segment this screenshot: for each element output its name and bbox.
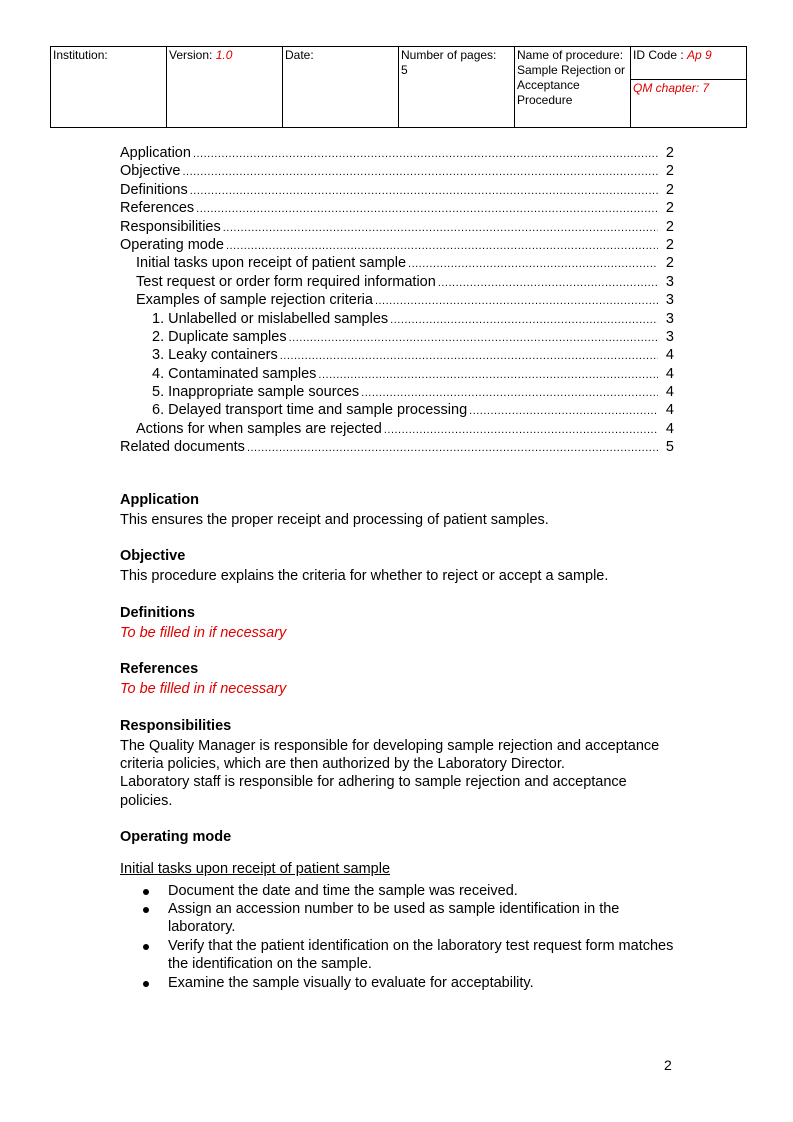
procedure-cell (515, 47, 631, 128)
toc-entry-title: Operating mode (120, 236, 224, 253)
list-item (120, 882, 680, 900)
document-header-table (50, 46, 747, 128)
toc-entry[interactable] (120, 420, 674, 438)
list-item (120, 900, 680, 937)
toc-entry-page: 3 (665, 292, 674, 309)
institution-cell (51, 47, 167, 128)
bullet-icon (143, 981, 149, 987)
pages-value: 5 (401, 63, 408, 77)
toc-entry-page: 2 (665, 218, 674, 235)
toc-entry-title: 6. Delayed transport time and sample processing (152, 402, 468, 419)
toc-leader-dots (438, 274, 658, 292)
list-item (120, 937, 680, 974)
initial-tasks-list (120, 882, 680, 992)
toc-entry-title: 5. Inappropriate sample sources (152, 384, 360, 401)
toc-entry-title: Objective (120, 163, 181, 180)
qm-chapter: QM chapter: 7 (633, 81, 710, 95)
toc-entry-page: 4 (665, 347, 674, 364)
toc-entry-title: 2. Duplicate samples (152, 328, 287, 345)
toc-entry-title: Related documents (120, 439, 245, 456)
toc-entry-page: 4 (665, 365, 674, 382)
list-item-text: Examine the sample visually to evaluate for acceptability. (168, 974, 534, 991)
section-heading-responsibilities: Responsibilities (120, 717, 232, 734)
definitions-placeholder-text: To be filled in if necessary (120, 624, 287, 641)
bullet-icon (143, 889, 149, 895)
toc-leader-dots (193, 145, 658, 163)
toc-leader-dots (223, 219, 658, 237)
toc-leader-dots (182, 163, 658, 181)
toc-entry-page: 2 (665, 236, 674, 253)
section-heading-definitions: Definitions (120, 604, 195, 621)
toc-entry[interactable] (120, 383, 674, 401)
toc-entry-title: 3. Leaky containers (152, 347, 278, 364)
bullet-icon (143, 907, 149, 913)
references-placeholder-text: To be filled in if necessary (120, 681, 287, 698)
toc-entry-title: 4. Contaminated samples (152, 365, 317, 382)
toc-entry[interactable] (120, 328, 674, 346)
toc-leader-dots (318, 366, 658, 384)
procedure-name: Sample Rejection or Acceptance Procedure (517, 63, 626, 107)
responsibilities-text-2: Laboratory staff is responsible for adhering to sample rejection and acceptance policies. (120, 774, 627, 809)
toc-entry-page: 2 (665, 181, 674, 198)
toc-entry[interactable] (120, 254, 674, 272)
toc-entry[interactable] (120, 273, 674, 291)
toc-leader-dots (469, 402, 658, 420)
date-label: Date: (285, 48, 314, 62)
toc-entry-page: 4 (665, 402, 674, 419)
subheading-initial-tasks: Initial tasks upon receipt of patient sample (120, 861, 391, 878)
toc-entry-page: 3 (665, 310, 674, 327)
version-value: 1.0 (215, 48, 233, 62)
list-item-text: Document the date and time the sample was received. (168, 882, 518, 899)
toc-entry-page: 2 (665, 200, 674, 217)
toc-leader-dots (190, 182, 658, 200)
document-body (120, 489, 680, 992)
pages-label: Number of pages: (401, 48, 497, 62)
date-cell (283, 47, 399, 128)
toc-entry-page: 3 (665, 328, 674, 345)
list-item-text: Assign an accession number to be used as sample identification in the laboratory. (168, 901, 620, 936)
objective-text: This procedure explains the criteria for whether to reject or accept a sample. (120, 568, 609, 585)
procedure-label: Name of procedure: (517, 48, 624, 62)
toc-entry[interactable] (120, 291, 674, 309)
toc-entry-title: Application (120, 145, 191, 161)
id-code-cell (631, 47, 747, 80)
toc-leader-dots (375, 292, 658, 310)
toc-entry-title: Test request or order form required information (136, 273, 436, 290)
toc-leader-dots (361, 384, 658, 402)
pages-cell (399, 47, 515, 128)
responsibilities-text-1: The Quality Manager is responsible for developing sample rejection and acceptance criteria policies, which are then authorized by the Laboratory Director. (120, 737, 660, 773)
toc-leader-dots (247, 439, 658, 457)
toc-entry-page: 5 (665, 439, 674, 456)
page-number: 2 (664, 1057, 672, 1073)
toc-entry-page: 4 (665, 420, 674, 437)
bullet-icon (143, 944, 149, 950)
toc-entry[interactable] (120, 346, 674, 364)
toc-leader-dots (384, 421, 658, 439)
toc-entry-title: 1. Unlabelled or mislabelled samples (152, 310, 389, 327)
toc-entry-title: Responsibilities (120, 218, 221, 235)
toc-leader-dots (226, 237, 658, 255)
toc-entry[interactable] (120, 162, 674, 180)
table-of-contents (120, 144, 674, 457)
toc-entry-page: 4 (665, 384, 674, 401)
toc-entry[interactable] (120, 401, 674, 419)
toc-entry[interactable] (120, 438, 674, 456)
toc-entry-title: Examples of sample rejection criteria (136, 292, 373, 309)
toc-entry-page: 2 (665, 145, 674, 161)
section-heading-operating-mode: Operating mode (120, 829, 232, 846)
id-code-value: Ap 9 (687, 48, 712, 62)
toc-entry-title: Actions for when samples are rejected (136, 420, 382, 437)
section-heading-references: References (120, 661, 199, 678)
qm-chapter-cell (631, 80, 747, 128)
toc-entry-title: Initial tasks upon receipt of patient sample (136, 255, 407, 272)
section-heading-application: Application (120, 492, 199, 508)
institution-label: Institution: (53, 48, 108, 62)
list-item (120, 974, 680, 992)
toc-leader-dots (390, 311, 658, 329)
toc-leader-dots (289, 329, 658, 347)
toc-entry[interactable] (120, 310, 674, 328)
application-text: This ensures the proper receipt and processing of patient samples. (120, 512, 549, 528)
version-label: Version: (169, 48, 213, 62)
version-cell (167, 47, 283, 128)
toc-entry[interactable] (120, 218, 674, 236)
toc-leader-dots (196, 200, 658, 218)
toc-leader-dots (408, 255, 658, 273)
toc-entry[interactable] (120, 365, 674, 383)
toc-leader-dots (280, 347, 658, 365)
toc-entry-title: Definitions (120, 181, 188, 198)
toc-entry-page: 2 (665, 255, 674, 272)
toc-entry-page: 2 (665, 163, 674, 180)
toc-entry[interactable] (120, 199, 674, 217)
toc-entry-page: 3 (665, 273, 674, 290)
toc-entry[interactable] (120, 236, 674, 254)
toc-entry[interactable] (120, 181, 674, 199)
toc-entry-title: References (120, 200, 195, 217)
list-item-text: Verify that the patient identification on the laboratory test request form matches the identification on the sample. (168, 937, 674, 973)
section-heading-objective: Objective (120, 548, 186, 565)
toc-entry[interactable] (120, 144, 674, 162)
id-code-label: ID Code : (633, 48, 684, 62)
